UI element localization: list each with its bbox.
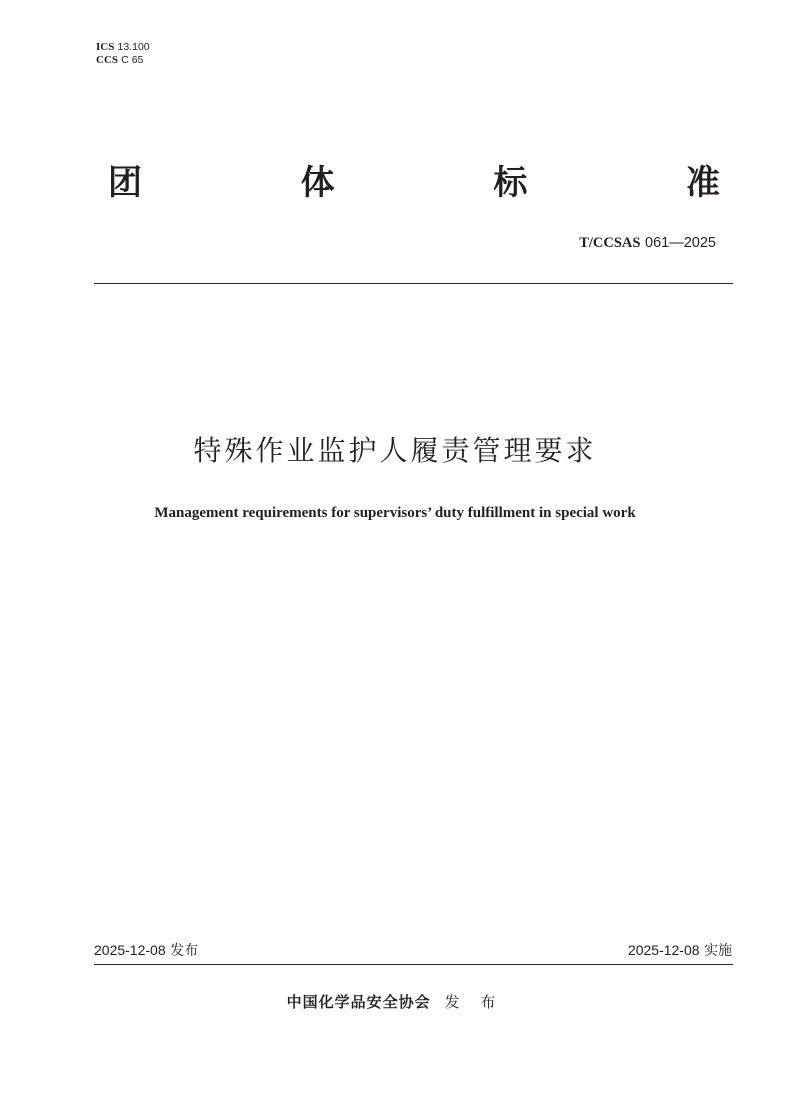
ccs-label: CCS xyxy=(96,54,119,66)
implement-date-value: 2025-12-08 xyxy=(627,942,700,958)
standard-number-prefix: T/CCSAS xyxy=(579,235,641,251)
publish-date-label: 发布 xyxy=(170,943,199,959)
issuer-action: 发 布 xyxy=(444,993,504,1011)
footer-divider xyxy=(94,964,733,965)
standard-type-char: 标 xyxy=(493,163,528,203)
ccs-value: C 65 xyxy=(121,54,144,66)
standard-type-char: 准 xyxy=(685,163,720,203)
ccs-code xyxy=(96,54,150,67)
issuer xyxy=(0,991,790,1013)
standard-number-value: 061—2025 xyxy=(645,235,716,251)
document-title-cn: 特殊作业监护人履责管理要求 xyxy=(193,434,597,467)
implement-date xyxy=(628,940,732,961)
ics-value: 13.100 xyxy=(117,41,150,53)
issuer-name: 中国化学品安全协会 xyxy=(286,993,431,1011)
standard-type-char: 体 xyxy=(300,163,335,203)
implement-date-label: 实施 xyxy=(704,943,732,959)
standard-type-char: 团 xyxy=(108,163,142,203)
document-title-en: Management requirements for supervisors’ duty fulfillment in special work xyxy=(154,505,636,521)
ics-code xyxy=(96,41,150,54)
classification-codes xyxy=(96,41,150,67)
header-divider xyxy=(94,283,733,284)
standard-number xyxy=(579,233,716,253)
publish-date xyxy=(94,940,198,961)
standard-type-heading xyxy=(108,160,720,206)
publish-date-value: 2025-12-08 xyxy=(94,942,166,958)
ics-label: ICS xyxy=(96,41,115,53)
